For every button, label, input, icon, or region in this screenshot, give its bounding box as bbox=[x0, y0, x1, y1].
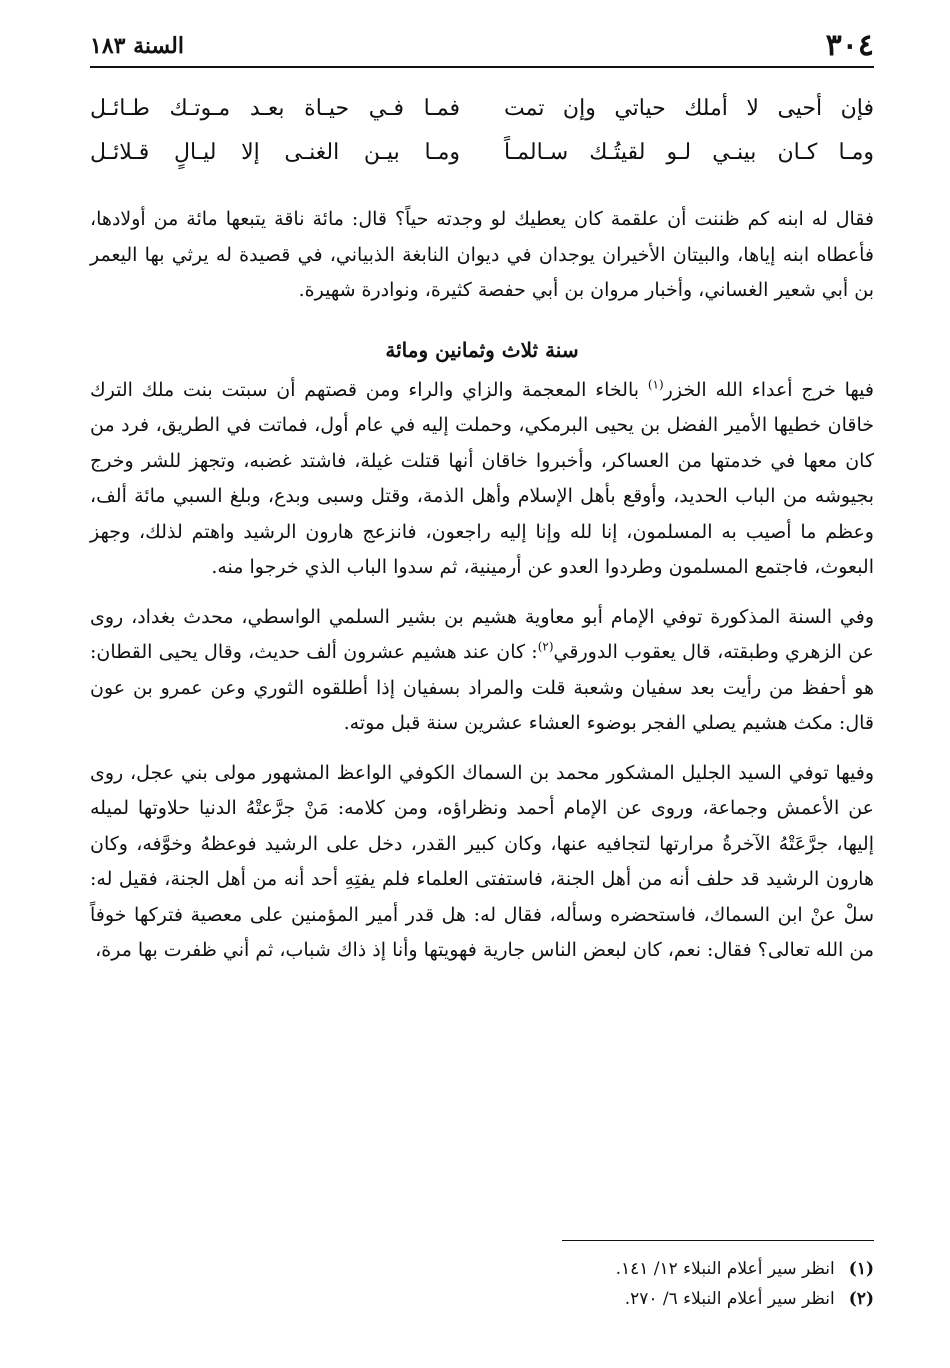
footnote-mark: (٢) bbox=[537, 639, 554, 654]
paragraph-khazar bbox=[90, 373, 874, 586]
verse-first-hemistich: ومـا كـان بينـي لـو لقيتُـك سـالمـاً bbox=[504, 139, 874, 165]
footnote-text: انظر سير أعلام النبلاء ٦/ ٢٧٠. bbox=[624, 1289, 835, 1309]
footnote-text: انظر سير أعلام النبلاء ١٢/ ١٤١. bbox=[615, 1259, 835, 1279]
poem-verses bbox=[90, 86, 874, 174]
section-title: سنة ثلاث وثمانين ومائة bbox=[385, 337, 579, 362]
footnote bbox=[374, 1284, 874, 1314]
paragraph-ibn-alsammak: وفيها توفي السيد الجليل المشكور محمد بن السماك الكوفي الواعظ المشهور مولى بني عجل، روى عن الأعمش وجماعة، وروى عن الإمام أحمد ونظراؤه، ومن كلامه: مَنْ جرَّعتْهُ الدنيا حلاوتها لميله إليها، جرَّعَتْهُ الآخرةُ مرارتها لتجافيه عنها، وكان كبير القدر، دخل على الرشيد فوعظهُ وخوَّفه، وكان هارون الرشيد قد حلف أنه من أهل الجنة، فاستفتى العلماء فلم يفتِهِ أحد أنه من أهل الجنة، فقيل له: سلْ عنْ ابن السماك، فاستحضره وسأله، فقال له: هل قدر أمير المؤمنين على معصية فتركها خوفاً من الله تعالى؟ فقال: نعم، كان لبعض الناس جارية فهويتها وأنا إذ ذاك شباب، ثم أني ظفرت بها مرة، bbox=[90, 761, 874, 961]
footnote-number: (٢) bbox=[848, 1289, 874, 1309]
paragraph-text: بالخاء المعجمة والزاي والراء ومن قصتهم أن سبتت بنت ملك الترك خاقان خطيها الأمير الفضل بن يحيى البرمكي، وحملت إليه في عام أول، فماتت في الطريق، فرد من كان معها في خدمتها من العساكر، وأخبروا خاقان أنها قتلت غيلة، فاشتد غضبه، وتجهز للشر وخرج بجيوشه من الباب الحديد، وأوقع بأهل الإسلام وأهل الذمة، وقتل وسبى وبدع، وبلغ السبي مائة ألف، وعظم ما أصيب به المسلمون، إنا لله وإنا إليه راجعون، فانزعج هارون الرشيد واهتم لذلك، وجهز البعوث، فاجتمع المسلمون وطردوا العدو عن أرمينية، ثم سدوا الباب الذي خرجوا منه. bbox=[90, 378, 874, 578]
paragraph-text: وفي السنة المذكورة توفي الإمام أبو معاوية هشيم بن بشير السلمي الواسطي، محدث بغداد، روى عن الزهري وطبقته، قال يعقوب الدورقي bbox=[90, 605, 875, 663]
page-number: ٣٠٤ bbox=[825, 28, 874, 63]
paragraph-text: : كان عند هشيم عشرون ألف حديث، وقال يحيى القطان: هو أحفظ من رأيت بعد سفيان وشعبة قلت والمراد بسفيان إذا أطلقوه الثوري وعن عمرو بن عون قال: مكث هشيم يصلي الفجر بوضوء العشاء عشرين سنة قبل موته. bbox=[90, 641, 874, 734]
running-title: السنة ١٨٣ bbox=[90, 33, 184, 59]
verse-second-hemistich: ومـا بيـن الغنـى إلا ليـالٍ قـلائـل bbox=[90, 139, 460, 165]
book-page bbox=[90, 28, 875, 1309]
paragraph-text: فيها خرج أعداء الله الخزر bbox=[663, 378, 874, 401]
verse-first-hemistich: فإن أحيى لا أملك حياتي وإن تمت bbox=[504, 95, 874, 121]
footnotes bbox=[374, 1254, 874, 1314]
footnote-divider bbox=[562, 1240, 874, 1241]
paragraph-hushaym bbox=[90, 600, 874, 742]
paragraph-ibn-alqama: فقال له ابنه كم ظننت أن علقمة كان يعطيك لو وجدته حياً؟ قال: مائة ناقة يتبعها مائة من أولادها، فأعطاه ابنه إياها، والبيتان الأخيران يوجدان في ديوان النابغة الذبياني، في قصيدة له يرثي بها اليعمر بن أبي شعير الغساني، وأخبار مروان بن أبي حفصة كثيرة، ونوادرة شهيرة. bbox=[90, 208, 874, 301]
footnote bbox=[374, 1254, 874, 1284]
footnote-mark: (١) bbox=[647, 377, 664, 392]
verse-second-hemistich: فمـا فـي حيـاة بعـد مـوتـك طـائـل bbox=[90, 95, 460, 121]
verse-row bbox=[90, 130, 874, 174]
footnote-number: (١) bbox=[848, 1259, 874, 1279]
page-header bbox=[90, 28, 874, 68]
verse-row bbox=[90, 86, 874, 130]
